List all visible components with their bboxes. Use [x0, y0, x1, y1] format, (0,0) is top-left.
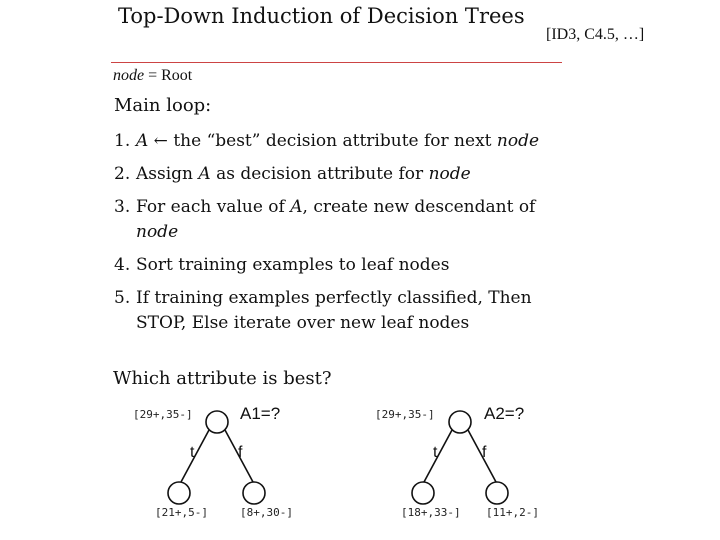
- tree-a1-left-branch: [181, 430, 209, 482]
- tree-a1-left-label: t: [190, 444, 195, 461]
- tree-a1-root-counts: [29+,35-]: [133, 408, 193, 421]
- step-1-var: A: [136, 131, 149, 151]
- step-5-text: If training examples perfectly classified, Then: [136, 288, 532, 308]
- step-2-text-b: as decision attribute for: [210, 164, 429, 184]
- tree-a2-left-label: t: [433, 444, 438, 461]
- tree-a1-left-counts: [21+,5-]: [155, 506, 208, 519]
- step-3-text-a: For each value of: [136, 197, 291, 217]
- step-number: 2.: [114, 164, 131, 184]
- tree-a1: [133, 404, 293, 519]
- tree-a2-root-node: [449, 411, 471, 433]
- step-5-continuation: STOP, Else iterate over new leaf nodes: [136, 313, 470, 333]
- step-2-var: A: [198, 164, 211, 184]
- step-1-node: node: [496, 131, 540, 151]
- tree-a2-right-label: f: [482, 444, 487, 461]
- tree-a2-attribute: A2=?: [484, 404, 525, 423]
- question-heading: Which attribute is best?: [113, 368, 332, 389]
- tree-a1-root-node: [206, 411, 228, 433]
- step-number: 3.: [114, 197, 131, 217]
- tree-a1-right-node: [243, 482, 265, 504]
- tree-a2-root-counts: [29+,35-]: [375, 408, 435, 421]
- tree-a2-left-counts: [18+,33-]: [401, 506, 461, 519]
- step-3-text-b: , create new descendant of: [302, 197, 536, 217]
- step-3-var: A: [290, 197, 303, 217]
- tree-a2-left-node: [412, 482, 434, 504]
- step-4-text: Sort training examples to leaf nodes: [136, 255, 450, 275]
- step-number: 1.: [114, 131, 131, 151]
- step-3-continuation: node: [136, 222, 179, 242]
- node-root-text: = Root: [144, 67, 193, 84]
- step-2-text-a: Assign: [136, 164, 199, 184]
- tree-a2-right-node: [486, 482, 508, 504]
- tree-a1-attribute: A1=?: [240, 404, 281, 423]
- tree-a2-right-counts: [11+,2-]: [486, 506, 539, 519]
- tree-a1-left-node: [168, 482, 190, 504]
- main-loop-heading: Main loop:: [114, 95, 212, 116]
- node-word: node: [113, 67, 145, 84]
- tree-a2: [375, 404, 539, 519]
- step-number: 5.: [114, 288, 131, 308]
- algorithm-tag: [ID3, C4.5, …]: [546, 26, 645, 43]
- step-1-text: ← the “best” decision attribute for next: [148, 131, 497, 151]
- page-title: Top-Down Induction of Decision Trees: [118, 4, 525, 28]
- tree-a1-right-label: f: [238, 444, 243, 461]
- step-number: 4.: [114, 255, 131, 275]
- tree-a1-right-counts: [8+,30-]: [240, 506, 293, 519]
- tree-a2-left-branch: [424, 430, 452, 482]
- step-2-node: node: [428, 164, 471, 184]
